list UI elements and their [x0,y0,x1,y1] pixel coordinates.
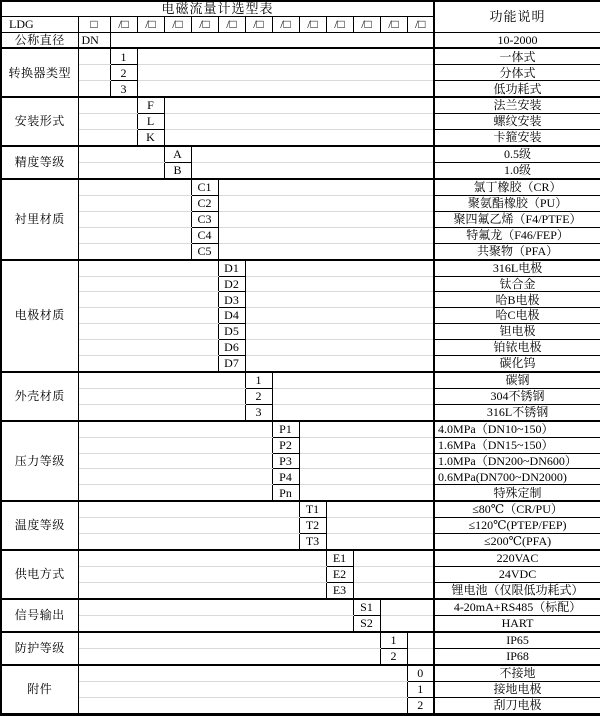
filler-left-cell [78,260,218,276]
code-cell: P2 [272,437,299,453]
section-9-row-2 [1,582,600,598]
section-5-row-5 [1,340,600,356]
section-12-row-0 [1,665,600,681]
section-label: 公称直径 [1,32,78,48]
filler-left-cell [78,648,380,664]
filler-right-cell [137,81,434,97]
filler-right-cell [164,114,434,130]
section-6-row-0 [1,372,600,388]
filler-right-cell [245,355,434,371]
filler-left-cell [78,453,272,469]
section-7-row-0 [1,421,600,437]
filler-left-cell [78,211,191,227]
filler-right-cell [137,48,434,64]
model-slot-6: /□ [245,16,272,32]
function-cell: 特殊定制 [434,485,600,501]
function-cell: 0.6MPa(DN700~DN2000) [434,469,600,485]
function-cell: 分体式 [434,65,600,81]
section-5-row-4 [1,324,600,340]
section-2-row-2 [1,130,600,146]
model-slot-4: /□ [191,16,218,32]
filler-left-cell [78,276,218,292]
filler-left-cell [78,308,218,324]
code-cell: 1 [110,48,137,64]
code-cell: 1 [407,681,434,697]
section-5-row-6 [1,355,600,371]
code-cell: D7 [218,355,245,371]
code-cell: C3 [191,211,218,227]
code-cell: Pn [272,485,299,501]
model-prefix-label: LDG [1,16,78,32]
function-cell: 法兰安装 [434,97,600,113]
filler-left-cell [78,615,353,631]
section-12-row-1 [1,681,600,697]
model-slot-7: /□ [272,16,299,32]
page-title: 电磁流量计选型表 [1,1,434,16]
filler-left-cell [78,697,407,714]
code-cell: 2 [407,697,434,714]
model-slot-11: /□ [380,16,407,32]
filler-right-cell [245,340,434,356]
code-cell: DN [78,32,110,48]
filler-right-cell [137,65,434,81]
filler-left-cell [78,163,164,179]
function-cell: 304不锈钢 [434,388,600,404]
filler-left-cell [78,97,137,113]
filler-left-cell [78,340,218,356]
filler-right-cell [299,453,434,469]
filler-right-cell [245,324,434,340]
model-box-cell: □ [78,16,110,32]
filler-left-cell [78,550,326,566]
filler-right-cell [299,421,434,437]
code-cell: T3 [299,534,326,550]
function-cell: 1.6MPa（DN15~150） [434,437,600,453]
filler-left-cell [78,146,164,162]
section-label: 转换器类型 [1,48,78,97]
section-label: 温度等级 [1,501,78,550]
section-8-row-0 [1,501,600,517]
function-cell: 4.0MPa（DN10~150） [434,421,600,437]
function-cell: 氯丁橡胶（CR） [434,179,600,195]
code-cell: F [137,97,164,113]
function-cell: IP65 [434,632,600,648]
model-slot-10: /□ [353,16,380,32]
filler-right-cell [272,404,434,420]
code-cell: L [137,114,164,130]
model-slot-5: /□ [218,16,245,32]
model-slot-1: /□ [110,16,137,32]
filler-right-cell [272,388,434,404]
filler-left-cell [78,65,110,81]
section-7-row-3 [1,469,600,485]
function-cell: 1.0MPa（DN200~DN600） [434,453,600,469]
filler-left-cell [78,227,191,243]
filler-right-cell [191,146,434,162]
filler-left-cell [78,324,218,340]
section-3-row-0 [1,146,600,162]
filler-right-cell [272,372,434,388]
code-cell: D6 [218,340,245,356]
function-cell: 低功耗式 [434,81,600,97]
section-7-row-4 [1,485,600,501]
filler-left-cell [78,582,326,598]
section-4-row-2 [1,211,600,227]
code-cell: P3 [272,453,299,469]
filler-left-cell [78,388,245,404]
function-cell: ≤200℃(PFA) [434,534,600,550]
filler-right-cell [218,179,434,195]
function-cell: 特氟龙（F46/FEP） [434,227,600,243]
code-cell: 1 [245,372,272,388]
function-cell: 哈B电极 [434,292,600,308]
filler-right-cell [407,648,434,664]
filler-right-cell [353,582,434,598]
function-cell: 刮刀电极 [434,697,600,714]
code-cell: S2 [353,615,380,631]
code-cell: C1 [191,179,218,195]
filler-right-cell [299,437,434,453]
function-cell: 聚氨酯橡胶（PU） [434,196,600,212]
function-cell: 0.5级 [434,146,600,162]
code-cell: 2 [110,65,137,81]
function-cell: HART [434,615,600,631]
filler-left-cell [78,485,272,501]
filler-left-cell [78,632,380,648]
section-label: 附件 [1,665,78,715]
section-label: 外壳材质 [1,372,78,421]
section-6-row-1 [1,388,600,404]
section-label: 电极材质 [1,260,78,372]
section-5-row-0 [1,260,600,276]
section-12-row-2 [1,697,600,714]
model-slot-2: /□ [137,16,164,32]
function-cell: 10-2000 [434,32,600,48]
function-cell: IP68 [434,648,600,664]
section-label: 精度等级 [1,146,78,179]
filler-left-cell [78,243,191,259]
filler-right-cell [218,227,434,243]
code-cell: P4 [272,469,299,485]
filler-right-cell [245,308,434,324]
model-slot-9: /□ [326,16,353,32]
section-label: 衬里材质 [1,179,78,260]
function-cell: 1.0级 [434,163,600,179]
section-11-row-0 [1,632,600,648]
section-11-row-1 [1,648,600,664]
code-cell: B [164,163,191,179]
section-9-row-1 [1,567,600,583]
section-4-row-3 [1,227,600,243]
filler-right-cell [380,599,434,615]
section-5-row-1 [1,276,600,292]
filler-left-cell [78,567,326,583]
code-cell: E2 [326,567,353,583]
section-0-row-0 [1,32,600,48]
function-cell: 4-20mA+RS485（标配） [434,599,600,615]
section-label: 压力等级 [1,421,78,502]
filler-right-cell [407,632,434,648]
function-cell: 哈C电极 [434,308,600,324]
function-cell: 钽电极 [434,324,600,340]
section-7-row-2 [1,453,600,469]
code-cell: K [137,130,164,146]
function-cell: 一体式 [434,48,600,64]
section-6-row-2 [1,404,600,420]
section-5-row-3 [1,308,600,324]
section-10-row-0 [1,599,600,615]
code-cell: T1 [299,501,326,517]
filler-left-cell [78,179,191,195]
section-label: 供电方式 [1,550,78,599]
filler-right-cell [326,501,434,517]
filler-right-cell [326,534,434,550]
code-cell: C2 [191,196,218,212]
filler-left-cell [78,130,137,146]
function-cell: 钛合金 [434,276,600,292]
filler-left-cell [78,665,407,681]
filler-right-cell [299,469,434,485]
section-2-row-1 [1,114,600,130]
filler-left-cell [78,501,299,517]
section-2-row-0 [1,97,600,113]
section-7-row-1 [1,437,600,453]
filler-left-cell [78,421,272,437]
function-cell: 316L不锈钢 [434,404,600,420]
function-cell: 220VAC [434,550,600,566]
code-cell: A [164,146,191,162]
code-cell: D4 [218,308,245,324]
code-cell: 2 [380,648,407,664]
filler-right-cell [326,518,434,534]
filler-right-cell [245,292,434,308]
filler-left-cell [78,114,137,130]
filler-left-cell [78,48,110,64]
filler-right-cell [245,260,434,276]
section-label: 防护等级 [1,632,78,665]
section-8-row-2 [1,534,600,550]
function-cell: 聚四氟乙烯（F4/PTFE） [434,211,600,227]
function-cell: 碳钢 [434,372,600,388]
filler-left-cell [78,469,272,485]
function-cell: 不接地 [434,665,600,681]
function-cell: 螺纹安装 [434,114,600,130]
function-cell: 接地电极 [434,681,600,697]
code-cell: D3 [218,292,245,308]
code-cell: 0 [407,665,434,681]
filler-right-cell [218,243,434,259]
filler-left-cell [78,404,245,420]
filler-right-cell [164,130,434,146]
section-4-row-4 [1,243,600,259]
section-4-row-1 [1,196,600,212]
code-cell: 2 [245,388,272,404]
filler-left-cell [78,292,218,308]
filler-left-cell [78,81,110,97]
function-cell: 铂铱电极 [434,340,600,356]
function-cell: 共聚物（PFA） [434,243,600,259]
filler-left-cell [78,355,218,371]
code-cell: C5 [191,243,218,259]
model-slot-8: /□ [299,16,326,32]
section-10-row-1 [1,615,600,631]
filler-right-cell [164,97,434,113]
section-1-row-1 [1,65,600,81]
filler-right-cell [353,567,434,583]
section-8-row-1 [1,518,600,534]
section-9-row-0 [1,550,600,566]
function-cell: 锂电池（仅限低功耗式） [434,582,600,598]
function-cell: 碳化钨 [434,355,600,371]
code-cell: 3 [110,81,137,97]
code-cell: 1 [380,632,407,648]
code-cell: 3 [245,404,272,420]
code-cell: D1 [218,260,245,276]
filler-left-cell [78,372,245,388]
title-row [1,1,600,16]
section-3-row-1 [1,163,600,179]
function-cell: 316L电极 [434,260,600,276]
filler-right-cell [218,196,434,212]
filler-cell [110,32,434,48]
filler-left-cell [78,518,299,534]
section-4-row-0 [1,179,600,195]
code-cell: E1 [326,550,353,566]
code-cell: D2 [218,276,245,292]
code-cell: E3 [326,582,353,598]
section-label: 安装形式 [1,97,78,146]
function-cell: 24VDC [434,567,600,583]
filler-right-cell [245,276,434,292]
filler-right-cell [353,550,434,566]
section-label: 信号输出 [1,599,78,632]
code-cell: D5 [218,324,245,340]
filler-right-cell [191,163,434,179]
filler-right-cell [380,615,434,631]
function-cell: ≤120℃(PTEP/FEP) [434,518,600,534]
function-cell: ≤80℃（CR/PU） [434,501,600,517]
filler-left-cell [78,599,353,615]
code-cell: S1 [353,599,380,615]
filler-right-cell [218,211,434,227]
filler-left-cell [78,534,299,550]
filler-left-cell [78,196,191,212]
code-cell: T2 [299,518,326,534]
section-1-row-0 [1,48,600,64]
code-cell: P1 [272,421,299,437]
model-slot-3: /□ [164,16,191,32]
section-1-row-2 [1,81,600,97]
filler-left-cell [78,681,407,697]
model-slot-12: /□ [407,16,434,32]
filler-right-cell [299,485,434,501]
code-cell: C4 [191,227,218,243]
section-5-row-2 [1,292,600,308]
function-column-header: 功能说明 [434,1,600,32]
filler-left-cell [78,437,272,453]
function-cell: 卡箍安装 [434,130,600,146]
